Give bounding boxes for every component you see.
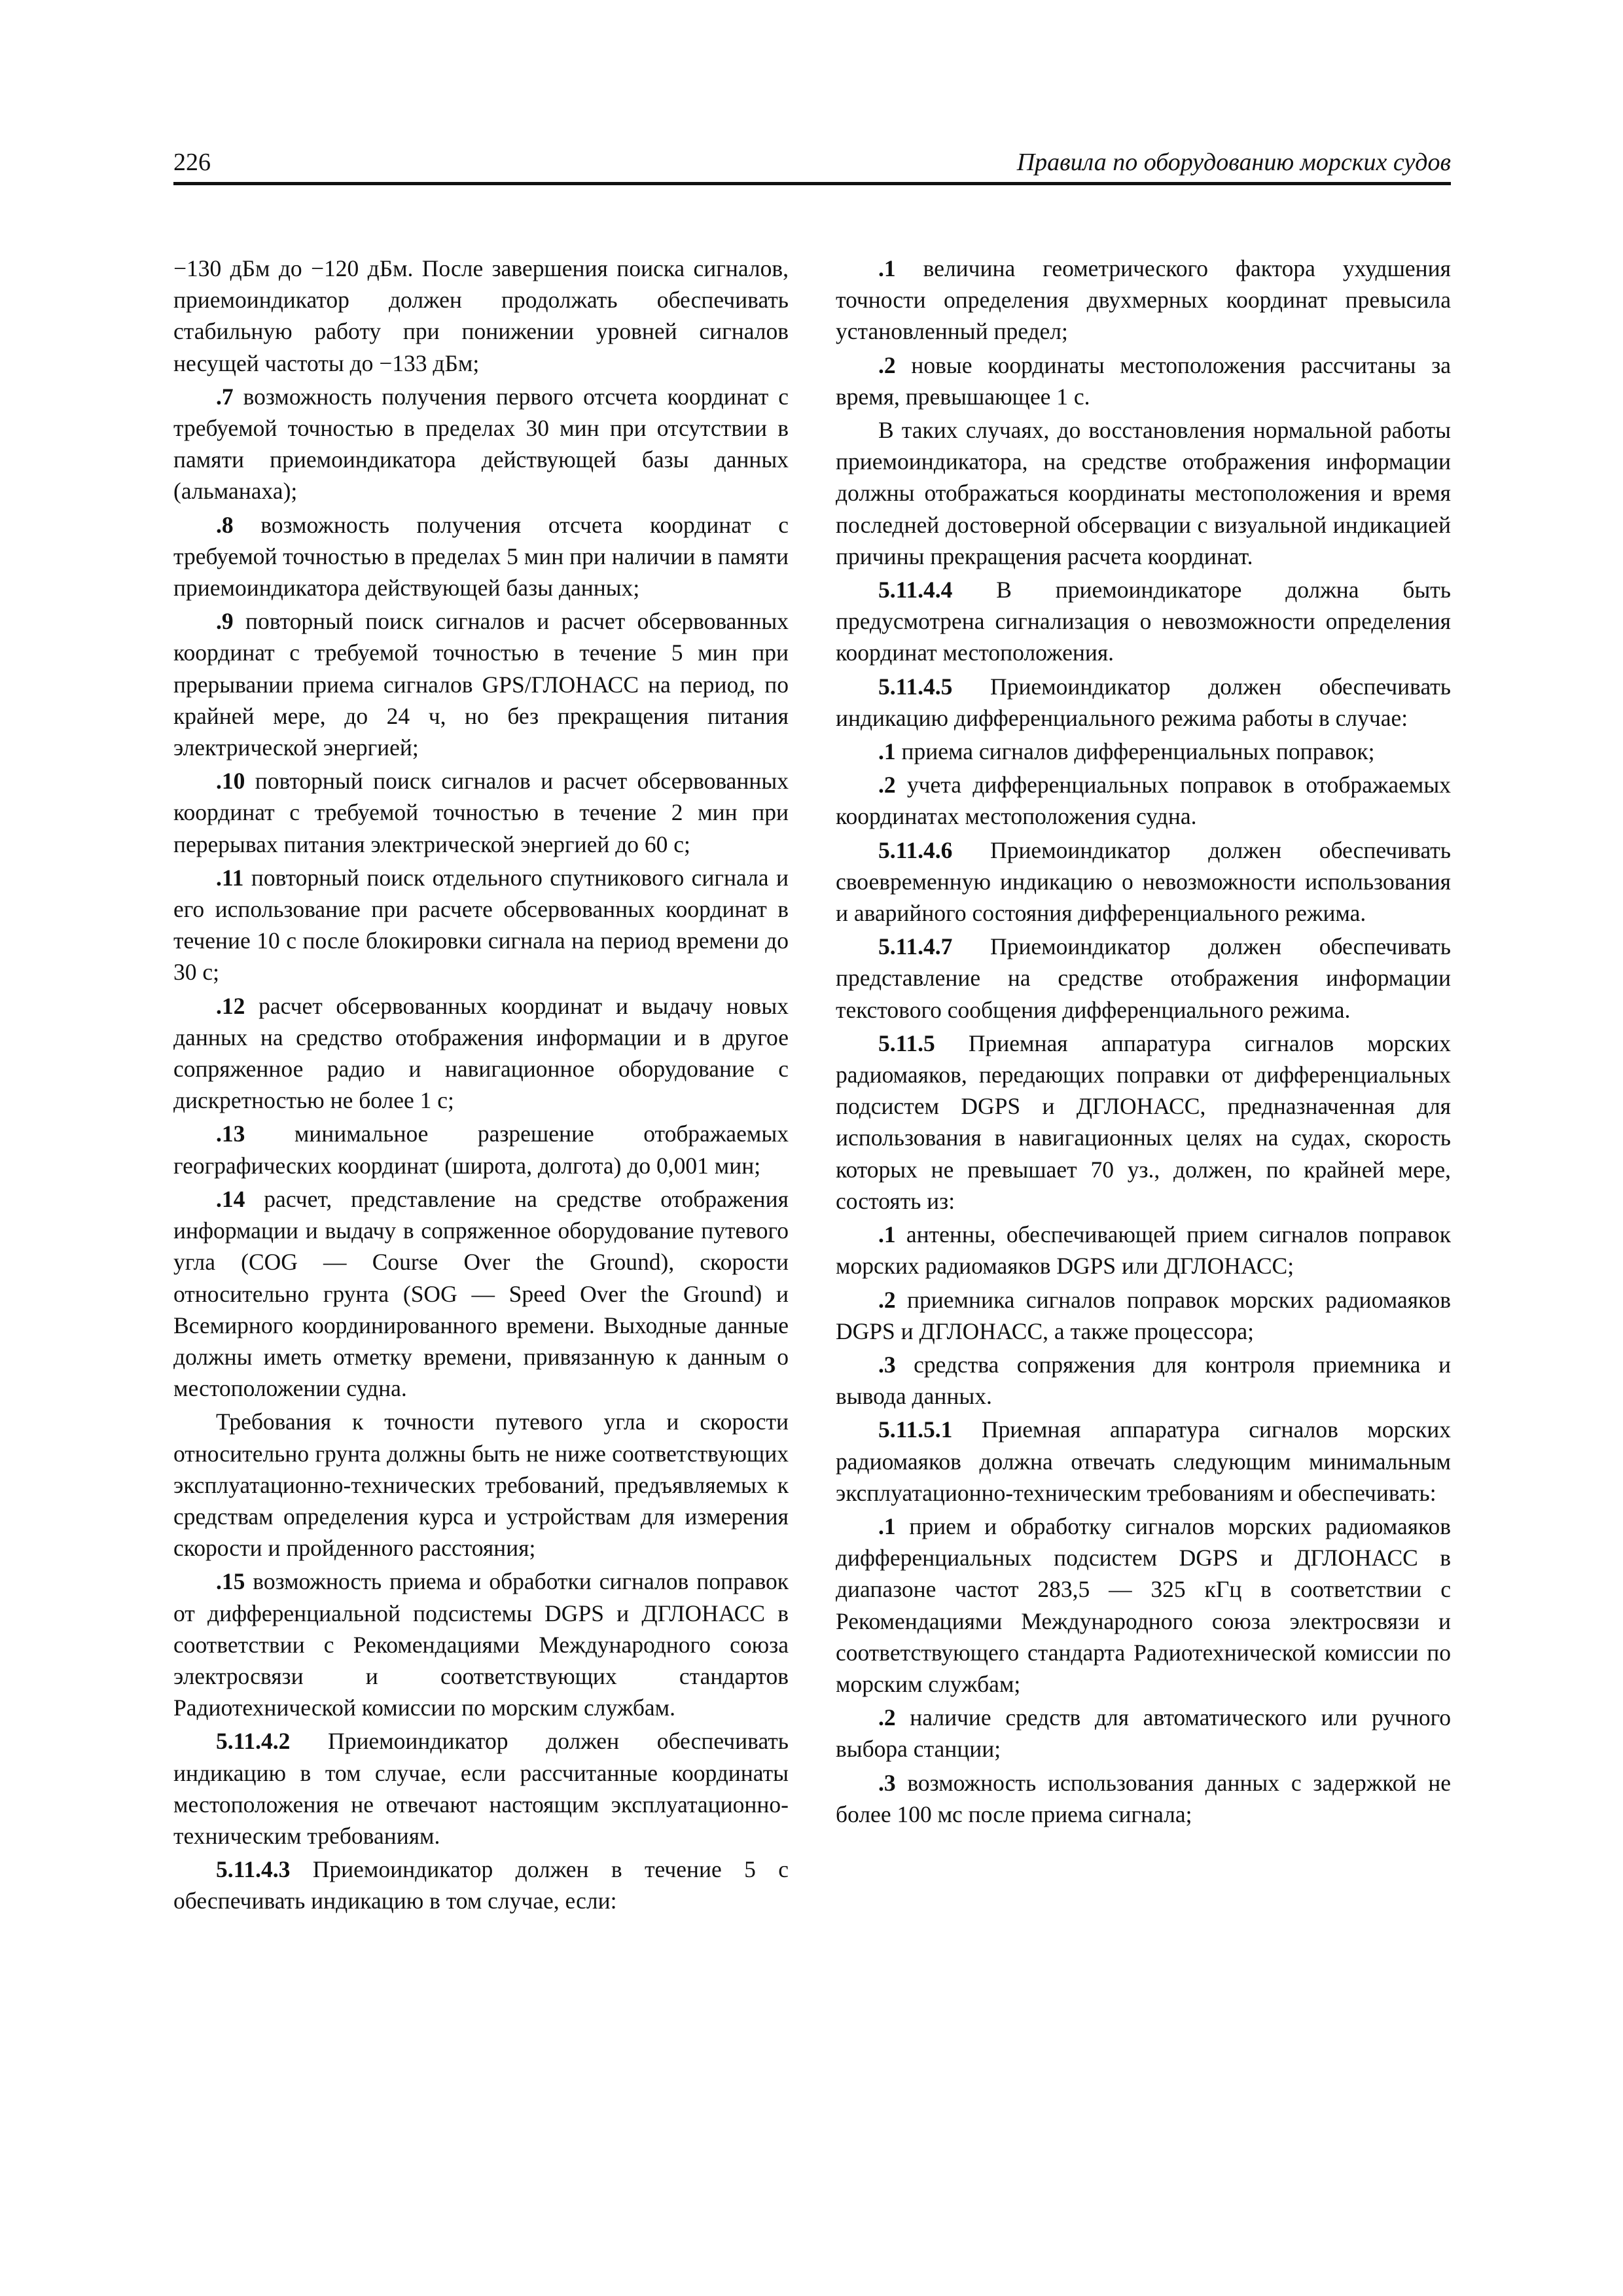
clause-number: .2 (878, 772, 896, 798)
paragraph-text: средства сопряжения для контроля приемника и вывода данных. (836, 1351, 1451, 1410)
clause-number: .1 (878, 255, 896, 281)
clause-number: 5.11.4.6 (878, 836, 953, 863)
clause-number: 5.11.4.2 (216, 1728, 291, 1755)
clause-number: .11 (216, 864, 244, 891)
paragraph-text: Приемоиндикатор должен обеспечивать представление на средстве отображения информации текстового сообщения дифференциального режима. (836, 933, 1451, 1023)
paragraph-text: наличие средств для автоматического или ручного выбора станции; (836, 1704, 1451, 1763)
paragraph-text: Приемоиндикатор должен обеспечивать индикацию дифференциального режима работы в случае: (836, 673, 1451, 731)
clause-number: .9 (216, 608, 234, 635)
clause-number: .1 (878, 1513, 896, 1539)
page-number: 226 (173, 149, 211, 176)
clause-number: .10 (216, 768, 245, 795)
paragraph (836, 1767, 1451, 1830)
clause-number: .13 (216, 1121, 245, 1147)
paragraph-text: расчет, представление на средстве отображения информации и выдачу в сопряженное оборудование путевого угла (COG — Course Over the Ground), скорости относительно грунта (SOG — Speed Over the Ground) и Всемирного координированного времени. Выходные данные должны иметь отметку времени, привязанную к данным о местоположении судна. (173, 1185, 789, 1402)
paragraph-text: Приемоиндикатор должен в течение 5 с обеспечивать индикацию в том случае, если: (173, 1856, 789, 1914)
paragraph (836, 1511, 1451, 1700)
clause-number: 5.11.5 (878, 1030, 935, 1056)
page-header (173, 143, 1451, 185)
paragraph (836, 1219, 1451, 1282)
paragraph-text: В таких случаях, до восстановления нормальной работы приемоиндикатора, на средстве отображения информации должны отображаться координаты местоположения и время последней достоверной обсервации с визуальной индикацией причины прекращения расчета координат. (836, 417, 1451, 569)
running-title: Правила по оборудованию морских судов (1016, 149, 1451, 176)
paragraph-text: возможность приема и обработки сигналов поправок от дифференциальной подсистемы DGPS и ДГЛОНАСС в соответствии с Рекомендациями Международного союза электросвязи и соответствующих стандартов Радиотехнической комиссии по морским службам. (173, 1568, 789, 1721)
paragraph-text: −130 дБм до −120 дБм. После завершения поиска сигналов, приемоиндикатор должен продолжать обеспечивать стабильную работу при понижении уровней сигналов несущей частоты до −133 дБм; (173, 255, 789, 376)
paragraph-text: возможность получения отсчета координат с требуемой точностью в пределах 5 мин при наличии в памяти приемоиндикатора действующей базы данных; (173, 511, 789, 601)
paragraph (173, 381, 789, 507)
paragraph (836, 931, 1451, 1026)
paragraph-text: Приемная аппаратура сигналов морских радиомаяков должна отвечать следующим минимальным эксплуатационно-техническим требованиям и обеспечивать: (836, 1416, 1451, 1506)
paragraph (836, 350, 1451, 412)
paragraph (836, 736, 1451, 767)
paragraph (836, 253, 1451, 348)
paragraph (836, 414, 1451, 572)
paragraph (836, 1028, 1451, 1217)
clause-number: 5.11.5.1 (878, 1416, 953, 1443)
left-column (173, 253, 789, 1919)
clause-number: .2 (878, 351, 896, 378)
paragraph-text: расчет обсервованных координат и выдачу новых данных на средство отображения информации и в другое сопряженное радио и навигационное оборудование с дискретностью не более 1 с; (173, 992, 789, 1114)
paragraph-text: В приемоиндикаторе должна быть предусмотрена сигнализация о невозможности определения координат местоположения. (836, 577, 1451, 666)
paragraph (173, 1725, 789, 1852)
clause-number: 5.11.4.7 (878, 933, 953, 960)
paragraph-text: Приемоиндикатор должен обеспечивать индикацию в том случае, если рассчитанные координаты местоположения не отвечают настоящим эксплуатационно-техническим требованиям. (173, 1728, 789, 1849)
clause-number: .15 (216, 1568, 245, 1595)
clause-number: 5.11.4.3 (216, 1856, 291, 1883)
paragraph (836, 1414, 1451, 1509)
paragraph (173, 253, 789, 379)
clause-number: .3 (878, 1351, 896, 1378)
clause-number: 5.11.4.4 (878, 577, 953, 603)
paragraph-text: прием и обработку сигналов морских радиомаяков дифференциальных подсистем DGPS и ДГЛОНАСС в диапазоне частот 283,5 — 325 кГц в соответствии с Рекомендациями Международного союза электросвязи и соответствующего стандарта Радиотехнической комиссии по морским службам; (836, 1513, 1451, 1697)
paragraph (173, 1566, 789, 1723)
clause-number: .2 (878, 1704, 896, 1731)
paragraph-text: новые координаты местоположения рассчитаны за время, превышающее 1 с. (836, 351, 1451, 410)
paragraph (836, 1349, 1451, 1412)
paragraph (173, 765, 789, 860)
paragraph (173, 990, 789, 1117)
paragraph (173, 509, 789, 604)
paragraph-text: возможность использования данных с задержкой не более 100 мс после приема сигнала; (836, 1769, 1451, 1827)
paragraph (836, 574, 1451, 669)
paragraph (173, 862, 789, 988)
paragraph (173, 1406, 789, 1564)
clause-number: .2 (878, 1286, 896, 1313)
paragraph-text: приемника сигналов поправок морских радиомаяков DGPS и ДГЛОНАСС, а также процессора; (836, 1286, 1451, 1344)
paragraph (836, 1284, 1451, 1347)
paragraph (173, 605, 789, 763)
paragraph-text: Приемная аппаратура сигналов морских радиомаяков, передающих поправки от дифференциальных подсистем DGPS и ДГЛОНАСС, предназначенная для использования в навигационных целях на судах, скорость которых не превышает 70 уз., должен, по крайней мере, состоять из: (836, 1030, 1451, 1214)
clause-number: .12 (216, 992, 245, 1019)
paragraph-text: повторный поиск отдельного спутникового сигнала и его использование при расчете обсервованных координат в течение 10 с после блокировки сигнала на период времени до 30 с; (173, 864, 789, 986)
clause-number: .7 (216, 383, 234, 410)
paragraph-text: Требования к точности путевого угла и скорости относительно грунта должны быть не ниже соответствующих эксплуатационно-технических требований, предъявляемых к средствам определения курса и устройствам для измерения скорости и пройденного расстояния; (173, 1408, 789, 1562)
paragraph-text: величина геометрического фактора ухудшения точности определения двухмерных координат превысила установленный предел; (836, 255, 1451, 345)
paragraph-text: учета дифференциальных поправок в отображаемых координатах местоположения судна. (836, 772, 1451, 830)
paragraph (173, 1118, 789, 1181)
paragraph-text: повторный поиск сигналов и расчет обсервованных координат с требуемой точностью в течение 2 мин при перерывах питания электрической энергией до 60 с; (173, 768, 789, 857)
paragraph-text: Приемоиндикатор должен обеспечивать своевременную индикацию о невозможности использования и аварийного состояния дифференциального режима. (836, 836, 1451, 927)
paragraph-text: антенны, обеспечивающей прием сигналов поправок морских радиомаяков DGPS или ДГЛОНАСС; (836, 1221, 1451, 1280)
paragraph (836, 769, 1451, 832)
clause-number: .3 (878, 1769, 896, 1796)
paragraph (173, 1183, 789, 1404)
clause-number: .1 (878, 1221, 896, 1248)
clause-number: .1 (878, 738, 896, 765)
paragraph-text: возможность получения первого отсчета координат с требуемой точностью в пределах 30 мин при отсутствии в памяти приемоиндикатора действующей базы данных (альманаха); (173, 383, 789, 505)
paragraph-text: повторный поиск сигналов и расчет обсервованных координат с требуемой точностью в течение 5 мин при прерывании приема сигналов GPS/ГЛОНАСС на период, по крайней мере, до 24 ч, но без прекращения питания электрической энергией; (173, 608, 789, 761)
paragraph-text: минимальное разрешение отображаемых географических координат (широта, долгота) до 0,001 мин; (173, 1121, 789, 1179)
clause-number: 5.11.4.5 (878, 673, 953, 700)
paragraph (836, 834, 1451, 929)
paragraph (836, 671, 1451, 734)
clause-number: .14 (216, 1185, 245, 1212)
clause-number: .8 (216, 511, 234, 538)
paragraph (836, 1702, 1451, 1765)
paragraph-text: приема сигналов дифференциальных поправок; (895, 738, 1375, 765)
paragraph (173, 1854, 789, 1916)
right-column (836, 253, 1451, 1832)
